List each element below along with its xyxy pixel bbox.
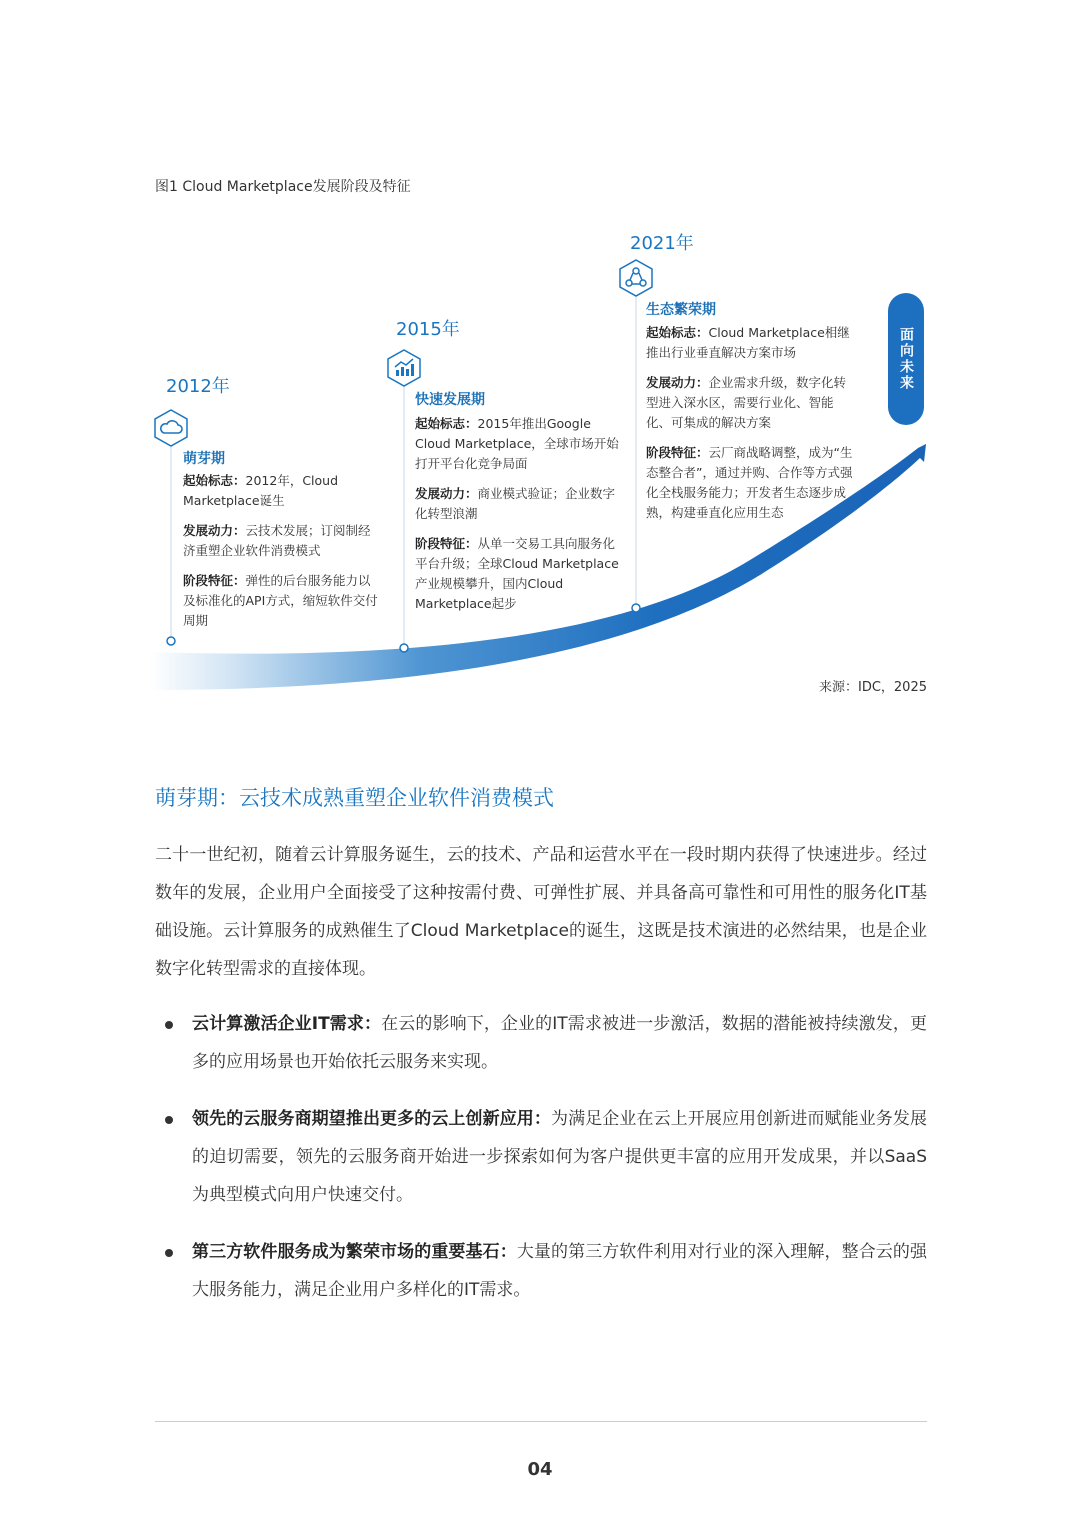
start-text: 2012年，Cloud Marketplace诞生 xyxy=(183,473,339,508)
driver-label: 发展动力： xyxy=(415,486,478,501)
node-2021 xyxy=(632,604,640,612)
bullet-item xyxy=(165,1100,927,1214)
stage-title-sprout: 萌芽期 xyxy=(183,451,225,467)
driver-label: 发展动力： xyxy=(646,375,709,390)
feature-label: 阶段特征： xyxy=(415,536,478,551)
feature-label: 阶段特征： xyxy=(183,573,246,588)
feature-text: 云厂商战略调整，成为“生态整合者”，通过并购、合作等方式强化全栈服务能力；开发者生态逐步成熟，构建垂直化应用生态 xyxy=(646,445,853,520)
year-2015: 2015年 xyxy=(396,319,460,340)
page-number: 04 xyxy=(527,1459,553,1480)
stage-title-rapid: 快速发展期 xyxy=(415,392,485,408)
footer-divider xyxy=(155,1421,927,1422)
start-text: Cloud Marketplace相继推出行业垂直解决方案市场 xyxy=(646,325,850,360)
future-label: 面向未来 xyxy=(898,327,914,391)
bullet-text xyxy=(192,1005,927,1081)
bullet-item xyxy=(165,1005,927,1081)
driver-text: 企业需求升级，数字化转型进入深水区，需要行业化、智能化、可集成的解决方案 xyxy=(646,375,847,430)
bullet-text xyxy=(192,1100,927,1214)
driver-text: 云技术发展；订阅制经济重塑企业软件消费模式 xyxy=(183,523,371,558)
cloud-icon xyxy=(152,408,190,448)
bullet-body: 为满足企业在云上开展应用创新进而赋能业务发展的迫切需要，领先的云服务商开始进一步探索如何为客户提供更丰富的应用开发成果，并以SaaS为典型模式向用户快速交付。 xyxy=(192,1109,927,1205)
start-label: 起始标志： xyxy=(415,416,478,431)
figure-caption: 图1 Cloud Marketplace发展阶段及特征 xyxy=(155,179,411,195)
bullet-dot xyxy=(165,1249,173,1257)
bullet-dot xyxy=(165,1116,173,1124)
bullet-dot xyxy=(165,1021,173,1029)
start-label: 起始标志： xyxy=(646,325,709,340)
bullet-bold: 第三方软件服务成为繁荣市场的重要基石： xyxy=(192,1242,517,1262)
figure-source: 来源：IDC，2025 xyxy=(818,680,927,695)
stage-details-sprout xyxy=(183,471,378,641)
driver-label: 发展动力： xyxy=(183,523,246,538)
bullet-text xyxy=(192,1233,927,1309)
bullet-bold: 云计算激活企业IT需求： xyxy=(192,1014,382,1034)
year-2012: 2012年 xyxy=(166,376,230,397)
feature-text: 从单一交易工具向服务化平台升级；全球Cloud Marketplace产业规模攀升，国内Cloud Marketplace起步 xyxy=(415,536,619,611)
bullet-body: 在云的影响下，企业的IT需求被进一步激活，数据的潜能被持续激发，更多的应用场景也开始依托云服务来实现。 xyxy=(192,1014,928,1072)
feature-text: 弹性的后台服务能力以及标准化的API方式，缩短软件交付周期 xyxy=(183,573,378,628)
ecosystem-icon xyxy=(617,258,655,298)
bullet-item xyxy=(165,1233,927,1309)
stage-details-rapid xyxy=(415,414,625,624)
node-2012 xyxy=(167,637,175,645)
feature-label: 阶段特征： xyxy=(646,445,709,460)
stage-details-prosperity xyxy=(646,323,856,533)
stage-title-prosperity: 生态繁荣期 xyxy=(646,302,716,318)
start-label: 起始标志： xyxy=(183,473,246,488)
year-2021: 2021年 xyxy=(630,233,694,254)
growth-chart-icon xyxy=(385,348,423,388)
intro-paragraph: 二十一世纪初，随着云计算服务诞生，云的技术、产品和运营水平在一段时期内获得了快速进步。经过数年的发展，企业用户全面接受了这种按需付费、可弹性扩展、并具备高可靠性和可用性的服务化IT基础设施。云计算服务的成熟催生了Cloud Marketplace的诞生，这既是技术演进的必然结果，也是企业数字化转型需求的直接体现。 xyxy=(155,845,927,979)
section-title: 萌芽期：云技术成熟重塑企业软件消费模式 xyxy=(155,786,554,810)
node-2015 xyxy=(400,644,408,652)
bullet-bold: 领先的云服务商期望推出更多的云上创新应用： xyxy=(192,1109,551,1129)
start-text: 2015年推出Google Cloud Marketplace，全球市场开始打开平台化竞争局面 xyxy=(415,416,619,471)
bullet-body: 大量的第三方软件利用对行业的深入理解，整合云的强大服务能力，满足企业用户多样化的IT需求。 xyxy=(192,1242,928,1300)
driver-text: 商业模式验证；企业数字化转型浪潮 xyxy=(415,486,616,521)
future-badge xyxy=(888,293,924,425)
